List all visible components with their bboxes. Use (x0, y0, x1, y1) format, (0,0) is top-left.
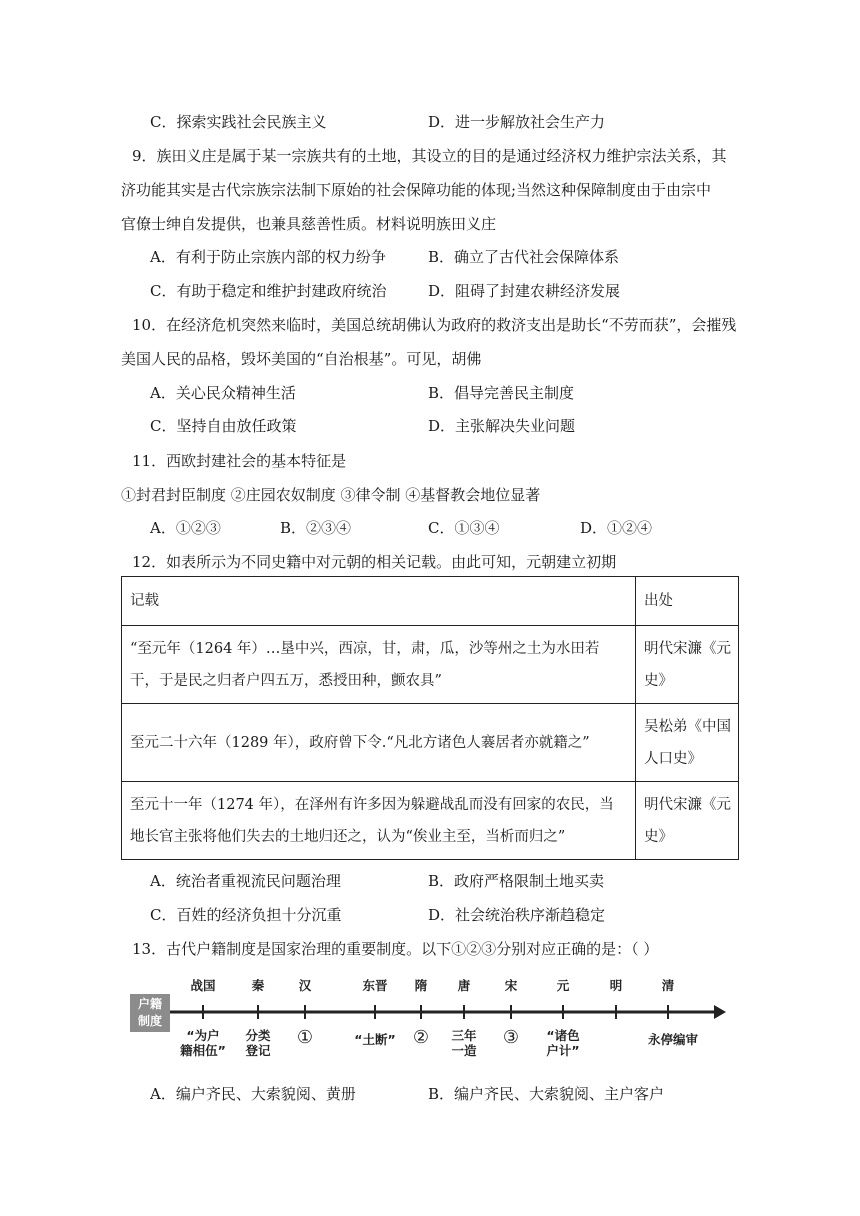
dynasty-label: 隋 (414, 978, 428, 993)
timeline-badge-text: 户籍 制度 (137, 997, 162, 1028)
q11-option-b: B．②③④ (280, 519, 352, 537)
table-header-source: 出处 (636, 577, 739, 626)
q10-stem-line-2: 美国人民的品格，毁坏美国的“自治根基”。可见，胡佛 (121, 350, 482, 368)
q9-stem-line-1: 9．族田义庄是属于某一宗族共有的土地，其设立的目的是通过经济权力维护宗法关系，其 (132, 147, 727, 165)
blank-marker-3: ③ (502, 1027, 520, 1048)
dynasty-label: 战国 (190, 978, 216, 993)
q12-option-c: C．百姓的经济负担十分沉重 (150, 906, 342, 924)
dynasty-label: 东晋 (362, 978, 388, 993)
q12-stem: 12．如表所示为不同史籍中对元朝的相关记载。由此可知，元朝建立初期 (132, 553, 617, 571)
table-cell-record: 至元二十六年（1289 年），政府曾下令.“凡北方诸色人褰居者亦就籍之” (122, 704, 636, 782)
q10-option-c: C．坚持自由放任政策 (150, 417, 297, 435)
dynasty-label: 清 (661, 978, 675, 993)
event-label: 分类 登记 (245, 1028, 271, 1058)
table-row (122, 782, 739, 860)
q11-option-a: A．①②③ (150, 519, 221, 537)
q10-option-b: B．倡导完善民主制度 (428, 384, 575, 402)
dynasty-label: 唐 (457, 978, 471, 993)
q9-stem-line-3: 官僚士绅自发提供，也兼具慈善性质。材料说明族田义庄 (121, 215, 497, 233)
q12-option-b: B．政府严格限制土地买卖 (428, 872, 605, 890)
q11-items: ①封君封臣制度 ②庄园农奴制度 ③律令制 ④基督教会地位显著 (121, 486, 541, 504)
event-label: “诸色 户计” (546, 1028, 580, 1058)
q11-stem: 11．西欧封建社会的基本特征是 (132, 452, 347, 470)
q13-stem: 13．古代户籍制度是国家治理的重要制度。以下①②③分别对应正确的是：（ ） (132, 940, 659, 958)
table-cell-record: “至元年（1264 年）…垦中兴，西凉，甘，肃，瓜，沙等州之土为水田若干，于是民之归者户四五万，悉授田种，颤农具” (122, 626, 636, 704)
table-row (122, 626, 739, 704)
q12-record-table (121, 576, 739, 860)
event-label: “为户 籍相伍” (180, 1028, 226, 1058)
event-label: 三年 一造 (451, 1028, 477, 1058)
table-cell-source: 明代宋濂《元史》 (636, 626, 739, 704)
household-registration-timeline (128, 972, 728, 1062)
timeline-arrow-head (714, 1005, 726, 1019)
dynasty-label: 明 (609, 978, 623, 993)
dynasty-label: 元 (556, 978, 570, 993)
event-label: 永停编审 (647, 1032, 698, 1047)
q9-option-c: C．有助于稳定和维护封建政府统治 (150, 282, 387, 300)
blank-marker-2: ② (412, 1027, 430, 1048)
q9-option-d: D．阻碍了封建农耕经济发展 (428, 282, 621, 300)
q8-option-d: D．进一步解放社会生产力 (428, 113, 606, 131)
q10-option-a: A．关心民众精神生活 (150, 384, 296, 402)
table-cell-source: 吴松弟《中国人口史》 (636, 704, 739, 782)
q9-option-a: A．有利于防止宗族内部的权力纷争 (150, 248, 386, 266)
q9-option-b: B．确立了古代社会保障体系 (428, 248, 620, 266)
dynasty-label: 汉 (298, 978, 312, 993)
q11-option-c: C．①③④ (428, 519, 500, 537)
q10-stem-line-1: 10．在经济危机突然来临时，美国总统胡佛认为政府的救济支出是助长“不劳而获”，会摧残 (132, 316, 737, 334)
dynasty-label: 秦 (251, 978, 265, 993)
table-row (122, 704, 739, 782)
q8-option-c: C．探索实践社会民族主义 (150, 113, 327, 131)
q12-option-a: A．统治者重视流民问题治理 (150, 872, 341, 890)
q9-stem-line-2: 济功能其实是古代宗族宗法制下原始的社会保障功能的体现;当然这种保障制度由于由宗中 (121, 181, 712, 199)
q13-option-a: A．编户齐民、大索貌阅、黄册 (150, 1085, 356, 1103)
table-header-record: 记载 (122, 577, 636, 626)
blank-marker-1: ① (296, 1027, 314, 1048)
q13-option-b: B．编户齐民、大索貌阅、主户客户 (428, 1085, 665, 1103)
event-label: “土断” (354, 1032, 396, 1047)
dynasty-label: 宋 (504, 978, 518, 993)
timeline-badge (130, 994, 170, 1032)
q11-option-d: D．①②④ (580, 519, 653, 537)
q12-option-d: D．社会统治秩序渐趋稳定 (428, 906, 606, 924)
q10-option-d: D．主张解决失业问题 (428, 417, 576, 435)
table-cell-source: 明代宋濂《元史》 (636, 782, 739, 860)
table-header-row (122, 577, 739, 626)
table-cell-record: 至元十一年（1274 年），在泽州有许多因为躲避战乱而没有回家的农民，当地长官主张将他们失去的土地归还之，认为“俟业主至，当析而归之” (122, 782, 636, 860)
